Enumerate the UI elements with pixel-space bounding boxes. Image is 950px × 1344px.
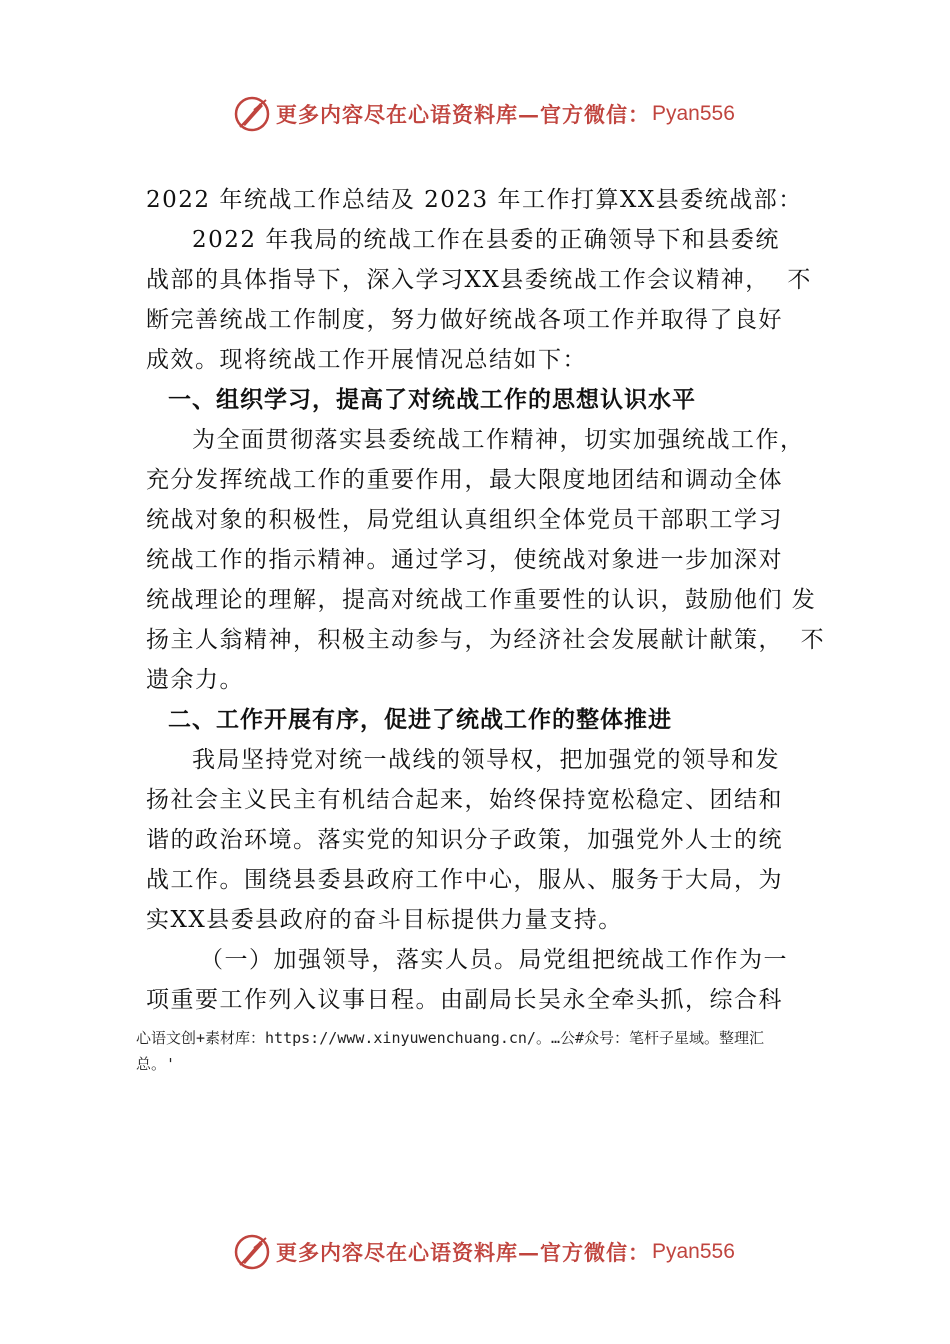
banner-wechat-id: Pyan556 xyxy=(652,102,735,125)
footnote-line-2: 总。' xyxy=(136,1055,176,1073)
quill-pen-logo-icon xyxy=(232,1232,272,1272)
banner-wechat-id: Pyan556 xyxy=(652,1240,735,1263)
paragraph-line: 统战理论的理解，提高对统战工作重要性的认识，鼓励他们 发 xyxy=(146,587,817,613)
paragraph-line: 扬主人翁精神，积极主动参与，为经济社会发展献计献策， 不 xyxy=(146,627,826,653)
subsection-line: （一）加强领导，落实人员。局党组把统战工作作为一 xyxy=(200,947,788,973)
document-title: 2022 年统战工作总结及 2023 年工作打算XX县委统战部： xyxy=(146,187,803,213)
paragraph-line: 我局坚持党对统一战线的领导权，把加强党的领导和发 xyxy=(192,747,780,773)
banner-text: 更多内容尽在心语资料库—官方微信： xyxy=(276,102,650,127)
paragraph-line: 统战对象的积极性，局党组认真组织全体党员干部职工学习 xyxy=(146,507,783,533)
header-watermark-banner xyxy=(232,94,752,134)
paragraph-line: 战部的具体指导下，深入学习XX县委统战工作会议精神， 不 xyxy=(146,267,812,293)
quill-pen-logo-icon xyxy=(232,94,272,134)
paragraph-line: 战工作。围绕县委县政府工作中心，服从、服务于大局，为 xyxy=(146,867,783,893)
banner-text: 更多内容尽在心语资料库—官方微信： xyxy=(276,1240,650,1265)
paragraph-line: 遗余力。 xyxy=(146,667,244,693)
paragraph-line: 统战工作的指示精神。通过学习，使统战对象进一步加深对 xyxy=(146,547,783,573)
paragraph-line: 扬社会主义民主有机结合起来，始终保持宽松稳定、团结和 xyxy=(146,787,783,813)
paragraph-line: 谐的政治环境。落实党的知识分子政策，加强党外人士的统 xyxy=(146,827,783,853)
paragraph-line: 项重要工作列入议事日程。由副局长吴永全牵头抓，综合科 xyxy=(146,987,783,1013)
paragraph-line: 断完善统战工作制度，努力做好统战各项工作并取得了良好 xyxy=(146,307,783,333)
section-heading-2: 二、工作开展有序，促进了统战工作的整体推进 xyxy=(168,707,672,733)
paragraph-line: 成效。现将统战工作开展情况总结如下： xyxy=(146,347,587,373)
paragraph-line: 充分发挥统战工作的重要作用，最大限度地团结和调动全体 xyxy=(146,467,783,493)
section-heading-1: 一、组织学习，提高了对统战工作的思想认识水平 xyxy=(168,387,696,413)
paragraph-line: 2022 年我局的统战工作在县委的正确领导下和县委统 xyxy=(192,227,780,253)
document-body xyxy=(146,180,836,1020)
footnote-line-1: 心语文创+素材库：https://www.xinyuwenchuang.cn/。…公#众号：笔杆子星域。整理汇 xyxy=(136,1029,765,1047)
source-footnote xyxy=(136,1025,836,1077)
footer-watermark-banner xyxy=(232,1232,752,1272)
paragraph-line: 为全面贯彻落实县委统战工作精神，切实加强统战工作， xyxy=(192,427,805,453)
paragraph-line: 实XX县委县政府的奋斗目标提供力量支持。 xyxy=(146,907,623,933)
